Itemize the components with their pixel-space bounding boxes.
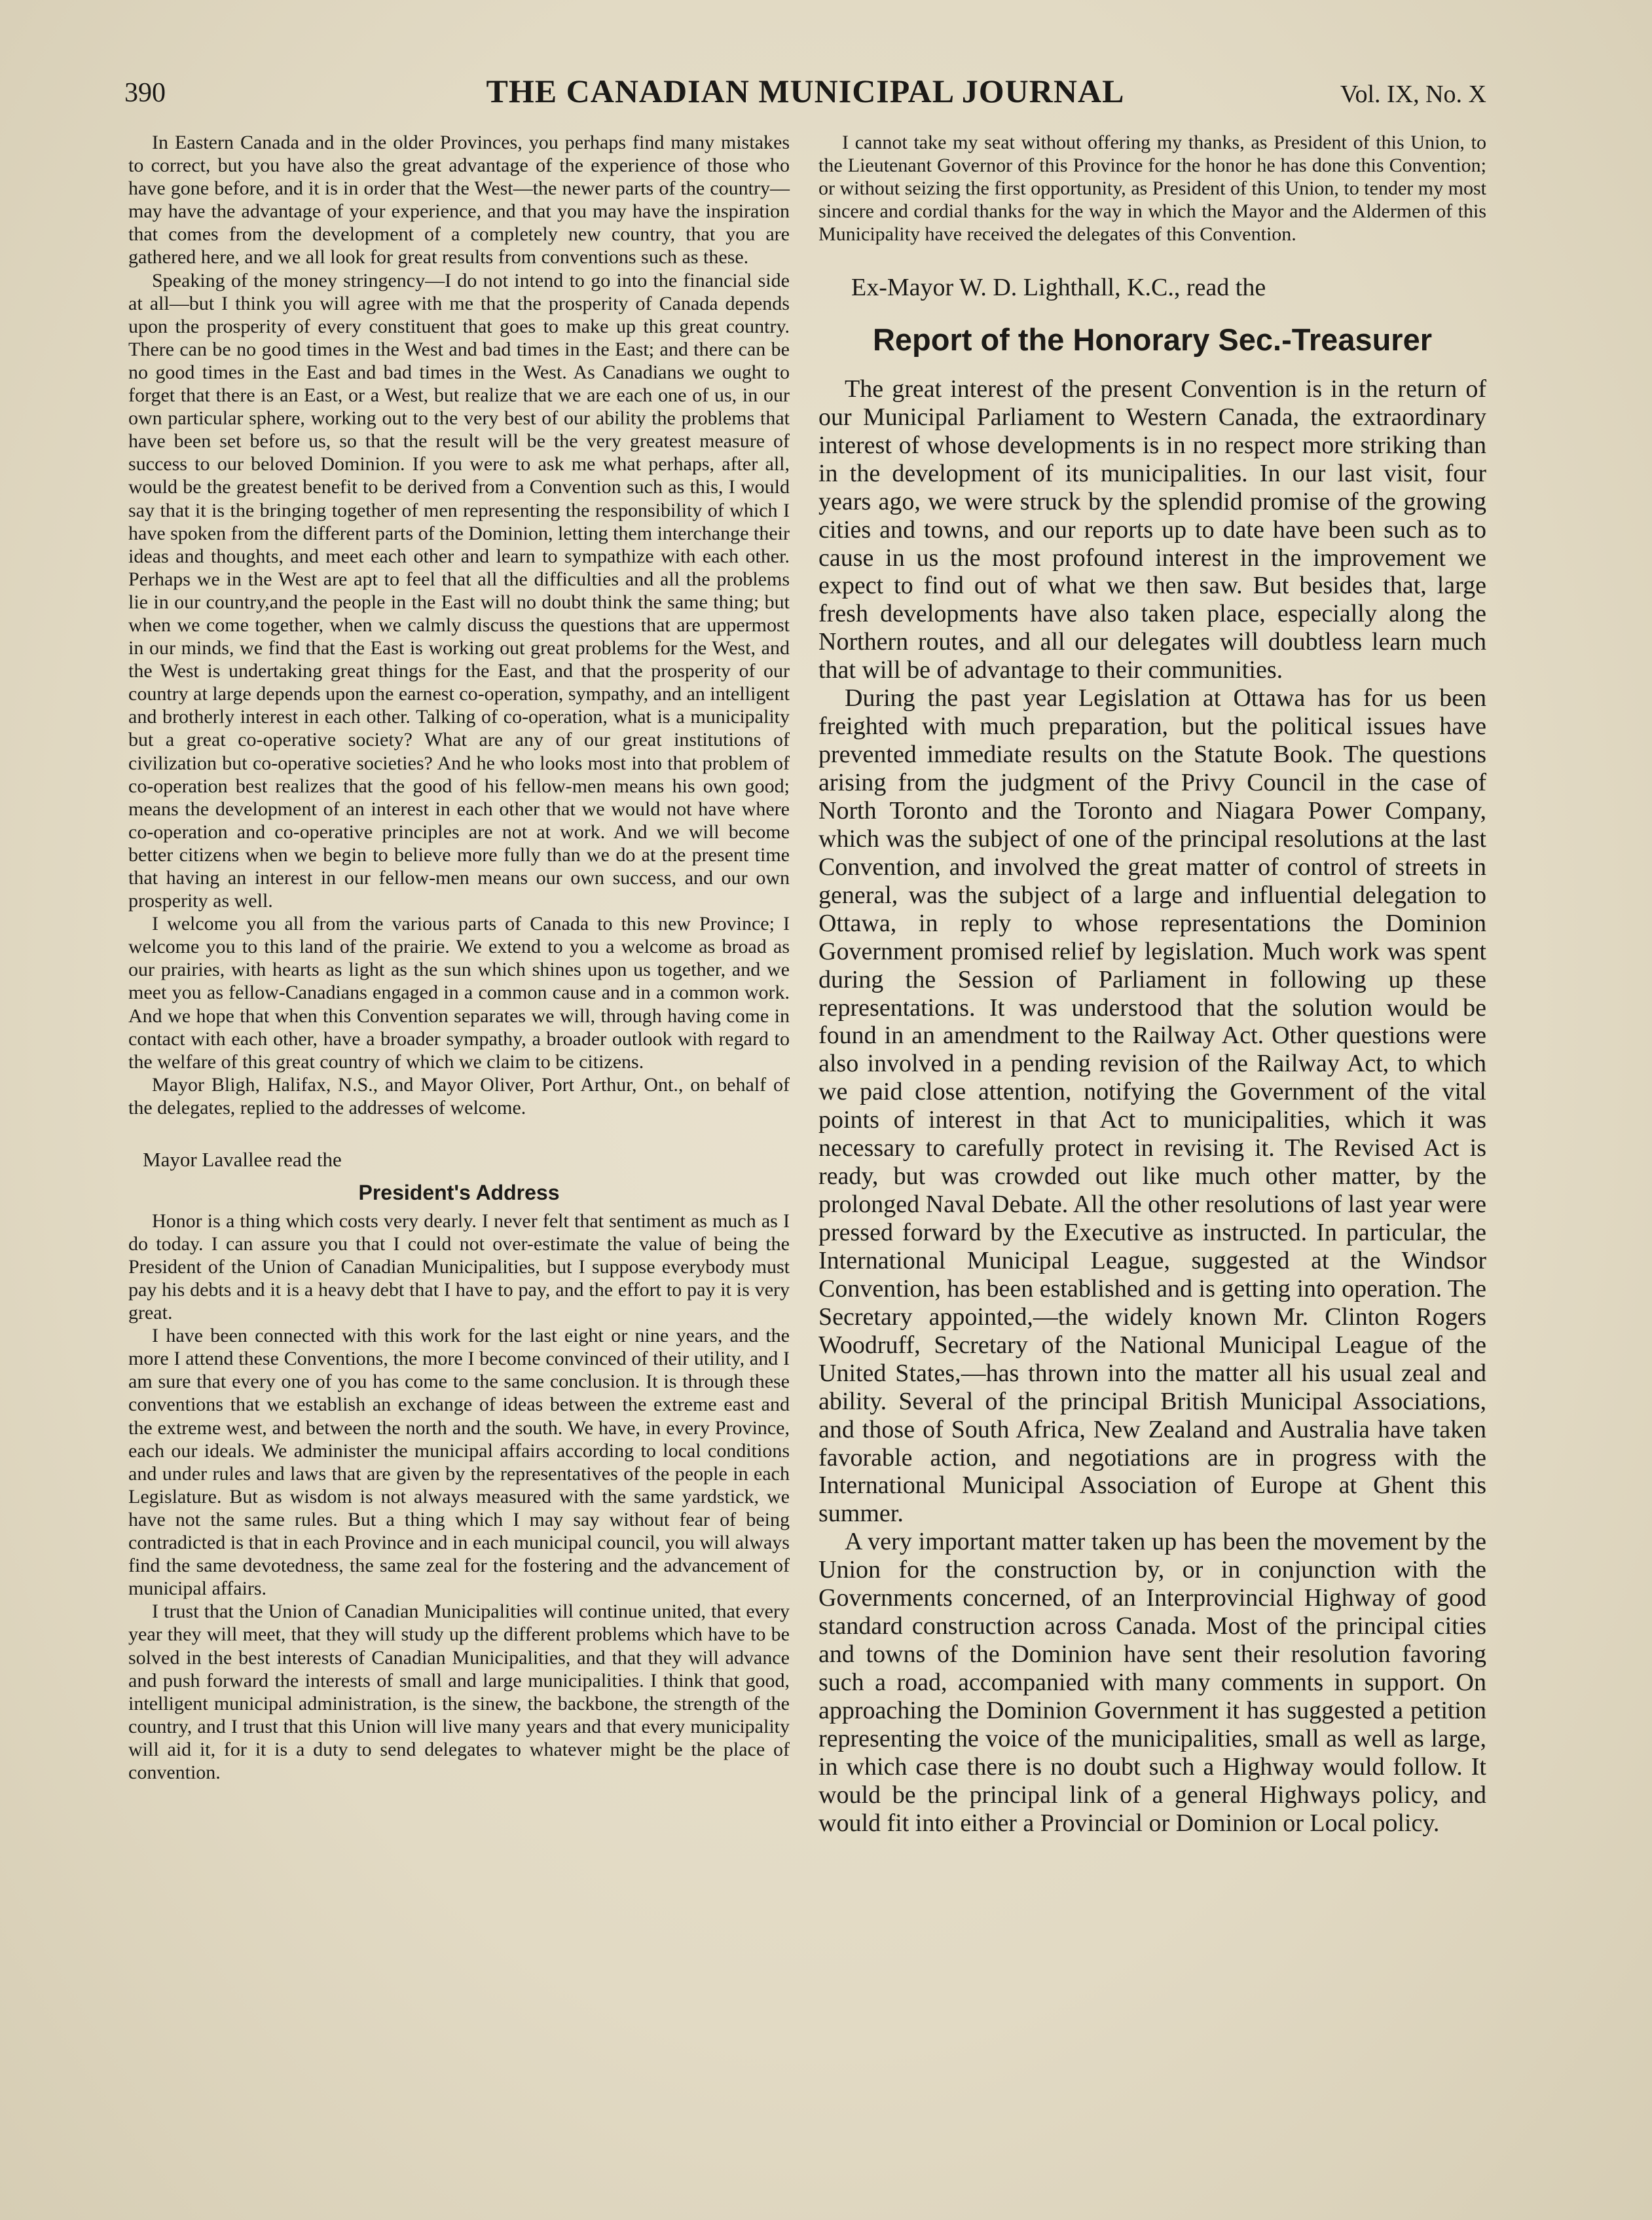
body-paragraph: I welcome you all from the various parts of Canada to this new Province; I welcome you to this land of the prairie. We extend to you a welcome as broad as our prairies, with hearts as light as the sun which shines upon us together, and we meet you as fellow-Canadians engaged in a common cause and in a common work. And we hope that when this Convention separates we will, through having come in contact with each other, have a broader sympathy, a broader outlook with regard to the welfare of this great country of which we claim to be citizens. [128, 913, 790, 1073]
page-number: 390 [124, 78, 166, 108]
body-paragraph: Speaking of the money stringency—I do not intend to go into the financial side at all—but I think you will agree with me that the prosperity of Canada depends upon the prosperity of every constituent that goes to make up this great country. There can be no good times in the West and bad times in the East; and there can be no good times in the East and bad times in the West. As Canadians we ought to forget that there is an East, or a West, but realize that we are each one of us, in our own particular sphere, working out to the very best of our ability the problems that have been set before us, so that the result will be the very greatest measure of success to our beloved Dominion. If you were to ask me what perhaps, after all, would be the greatest benefit to be derived from a Convention such as this, I would say that it is the bringing together of men representing the responsibility of which I have spoken from the different parts of the Dominion, letting them interchange their ideas and thoughts, and meet each other and learn to sympathize with each other. Perhaps we in the West are apt to feel that all the difficulties and all the problems lie in our country,and the people in the East will no doubt think the same thing; but when we come together, when we calmly discuss the questions that are uppermost in our minds, we find that the East is working out great problems for the West, and the West is undertaking great things for the East, and that the prosperity of our country at large depends upon the earnest co-operation, sympathy, and an intelligent and brotherly interest in each other. Talking of co-operation, what is a municipality but a great co-operative society? What are any of our great institutions of civilization but co-operative societies? And he who looks most into that problem of co-operation best realizes that the good of his fellow-men means his own good; means the development of an interest in each other that we would not have where co-operation and co-operative principles are not at work. And we will become better citizens when we begin to believe more fully than we do at the present time that having an interest in our fellow-men means our own success, and our own prosperity as well. [128, 269, 790, 912]
right-column [818, 131, 1486, 1838]
report-body [818, 375, 1486, 1838]
left-column [128, 131, 790, 1784]
body-paragraph: The great interest of the present Convention is in the return of our Municipal Parliament to Western Canada, the extraordinary interest of whose developments is in no respect more striking than in the development of its municipalities. In our last visit, four years ago, we were struck by the splendid promise of the growing cities and towns, and our reports up to date have been such as to cause in us the most profound interest in the improvement we expect to find out of what we then saw. But besides that, large fresh developments have also taken place, especially along the Northern routes, and all our delegates will doubtless learn much that will be of advantage to their communities. [818, 375, 1486, 684]
body-paragraph: During the past year Legislation at Ottawa has for us been freighted with much preparation, but the political issues have prevented immediate results on the Statute Book. The questions arising from the judgment of the Privy Council in the case of North Toronto and the Toronto and Niagara Power Company, which was the subject of one of the principal resolutions at the last Convention, and involved the great matter of control of streets in general, was the subject of a large and influential delegation to Ottawa, in reply to whose representations the Dominion Government promised relief by legislation. Much work was spent during the Session of Parliament in following up these representations. It was understood that the solution would be found in an amendment to the Railway Act. Other questions were also involved in a pending revision of the Railway Act, to which we paid close attention, notifying the Government of the vital points of interest in that Act to municipalities, which it was necessary to carefully protect in revising it. The Revised Act is ready, but was crowded out like much other matter, by the prolonged Naval Debate. All the other resolutions of last year were pressed forward by the Executive as instructed. In particular, the International Municipal League, suggested at the Windsor Convention, has been established and is getting into operation. The Secretary appointed,—the widely known Mr. Clinton Rogers Woodruff, Secretary of the National Municipal League of the United States,—has thrown into the matter all his usual zeal and ability. Several of the principal British Municipal Associations, and those of South Africa, New Zealand and Australia have taken favorable action, and negotiations are in progress with the International Municipal Association of Europe at Ghent this summer. [818, 684, 1486, 1528]
body-paragraph: A very important matter taken up has been the movement by the Union for the construction by, or in conjunction with the Governments concerned, of an Interprovincial Highway of good standard construction across Canada. Most of the principal cities and towns of the Dominion have sent their resolution favoring such a road, accompanied with many comments in support. On approaching the Dominion Government it has suggested a petition representing the voice of the municipalities, small as well as large, in which case there is no doubt such a Highway would follow. It would be the principal link of a general Highways policy, and would fit into either a Provincial or Dominion or Local policy. [818, 1528, 1486, 1837]
read-line: Mayor Lavallee read the [143, 1148, 342, 1172]
journal-title: THE CANADIAN MUNICIPAL JOURNAL [486, 73, 1125, 109]
body-paragraph: Mayor Bligh, Halifax, N.S., and Mayor Oliver, Port Arthur, Ont., on behalf of the delegates, replied to the addresses of welcome. [128, 1073, 790, 1119]
section-heading-presidents-address: President's Address [358, 1181, 560, 1205]
body-paragraph: In Eastern Canada and in the older Provinces, you perhaps find many mistakes to correct, but you have also the great advantage of the experience of those who have gone before, and it is in order that the West—the newer parts of the country—may have the advantage of your experience, and that you may have the inspiration that comes from the development of a completely new country, that you are gathered here, and we all look for great results from conventions such as these. [128, 132, 790, 268]
body-paragraph: I cannot take my seat without offering my thanks, as President of this Union, to the Lieutenant Governor of this Province for the honor he has done this Convention; or without seizing the first opportunity, as President of this Union, to tender my most sincere and cordial thanks for the way in which the Mayor and the Aldermen of this Municipality have received the delegates of this Convention. [818, 132, 1486, 246]
body-paragraph: Honor is a thing which costs very dearly. I never felt that sentiment as much as I do today. I can assure you that I could not over-estimate the value of being the President of the Union of Canadian Municipalities, but I suppose everybody must pay his debts and it is a heavy debt that I have to pay, and the effort to pay it is very great. [128, 1210, 790, 1324]
section-heading-report: Report of the Honorary Sec.-Treasurer [872, 322, 1433, 357]
body-paragraph: I trust that the Union of Canadian Municipalities will continue united, that every year they will meet, that they will study up the different problems which have to be solved in the best interests of Canadian Municipalities, and that they will advance and push forward the interests of small and large municipalities. I think that good, intelligent municipal administration, is the sinew, the backbone, the strength of the country, and I trust that this Union will live many years and that every municipality will aid it, for it is a duty to send delegates to whatever might be the place of convention. [128, 1600, 790, 1783]
volume-issue: Vol. IX, No. X [1340, 81, 1486, 108]
body-paragraph: I have been connected with this work for the last eight or nine years, and the more I attend these Conventions, the more I become convinced of their utility, and I am sure that every one of you has come to the same conclusion. It is through these conventions that we establish an exchange of ideas between the extreme east and the extreme west, and between the north and the south. We have, in every Province, each our ideals. We administer the municipal affairs according to local conditions and under rules and laws that are given by the representatives of the people in each Legislature. But as wisdom is not always measured with the same yardstick, we have not the same rules. But a thing which I may say without fear of being contradicted is that in each Province and in each municipal council, you will always find the same devotedness, the same zeal for the fostering and the advancement of municipal affairs. [128, 1325, 790, 1600]
page-header [124, 72, 1486, 124]
intro-line: Ex-Mayor W. D. Lighthall, K.C., read the [851, 274, 1266, 302]
